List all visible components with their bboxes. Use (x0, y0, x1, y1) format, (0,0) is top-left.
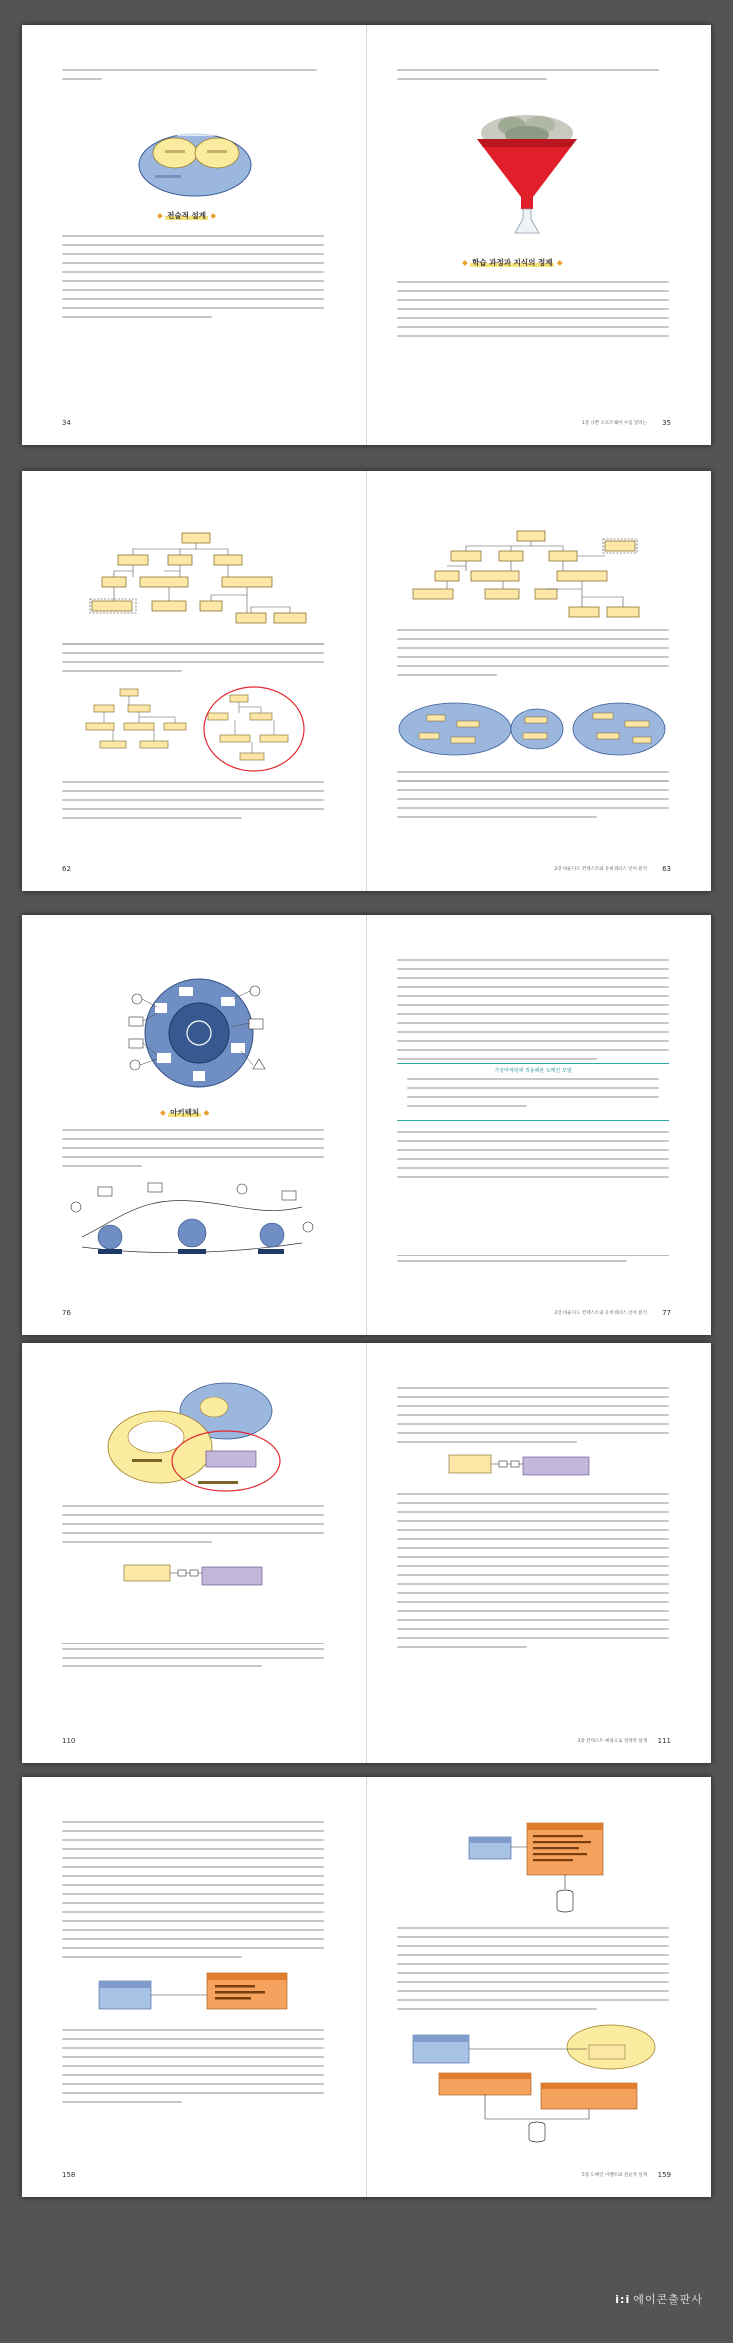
body-text (62, 2029, 324, 2110)
context-map-diagram (102, 1381, 292, 1493)
page-number: 77 (662, 1309, 671, 1317)
page-number: 110 (62, 1737, 76, 1745)
note-text (407, 1078, 659, 1114)
page-number: 35 (662, 419, 671, 427)
running-footer: 3장 컨텍스트 매핑으로 전략적 설계 (577, 1739, 647, 1744)
body-text (397, 69, 667, 87)
footnote (62, 1643, 324, 1674)
body-text (397, 281, 669, 344)
discussion-class-diagram (407, 527, 657, 623)
upstream-downstream-diagram (122, 1561, 272, 1589)
body-text (397, 1493, 669, 1655)
page-number: 62 (62, 865, 71, 873)
context-split-diagram (80, 685, 312, 775)
aggregate-event-diagram (97, 1971, 297, 2015)
body-text (62, 235, 324, 325)
context-event-flow-diagram (409, 2021, 659, 2147)
page-number: 158 (62, 2171, 76, 2179)
heading-text: 학습 과정과 지식의 정제 (472, 258, 553, 267)
page-number: 111 (657, 1737, 671, 1745)
hexagonal-architecture-diagram (127, 973, 267, 1091)
body-text (397, 771, 669, 825)
body-text (397, 959, 669, 1067)
book-spread-3 (22, 915, 711, 1335)
page-62 (22, 471, 366, 891)
page-34 (22, 25, 366, 445)
logo-mark: i:i (615, 2293, 631, 2306)
note-title: 가상마케팅에 적용해본 도메인 모델 (494, 1068, 572, 1074)
book-spread-1 (22, 25, 711, 445)
page-77 (367, 915, 711, 1335)
body-text (62, 69, 322, 87)
book-spread-2 (22, 471, 711, 891)
footnote (397, 1255, 669, 1269)
body-text (62, 1129, 324, 1174)
publisher-logo (615, 2291, 703, 2307)
body-text (397, 1927, 669, 2017)
body-text (62, 781, 324, 826)
bounded-context-diagram (137, 125, 257, 197)
page-111 (367, 1343, 711, 1763)
running-footer: 5장 도메인 이벤트와 전술적 설계 (581, 2173, 647, 2178)
page-number: 63 (662, 865, 671, 873)
body-text (62, 1821, 324, 1965)
knowledge-funnel-illustration (467, 111, 587, 241)
bounded-contexts-blue-diagram (397, 701, 669, 757)
body-text (397, 629, 669, 683)
page-number: 76 (62, 1309, 71, 1317)
page-158 (22, 1777, 366, 2197)
page-number: 34 (62, 419, 71, 427)
section-heading: ◆ 학습 과정과 지식의 정제 ◆ (462, 258, 563, 267)
heading-text: 아키텍처 (170, 1108, 200, 1117)
book-spread-4 (22, 1343, 711, 1763)
domain-class-diagram (82, 529, 312, 629)
note-box (397, 1063, 669, 1121)
customer-supplier-diagram (447, 1451, 597, 1481)
event-store-diagram (467, 1817, 607, 1915)
running-footer: 2장 바운디드 컨텍스트와 유비쿼터스 언어 분석 (554, 1311, 647, 1316)
body-text (397, 1131, 669, 1185)
page-159 (367, 1777, 711, 2197)
running-footer: 1장 나쁜 소프트웨어 수십 달러는 (581, 421, 647, 426)
book-spread-5 (22, 1777, 711, 2197)
page-number: 159 (657, 2171, 671, 2179)
section-heading: ◆ 전술적 설계 ◆ (157, 211, 217, 220)
logo-text: 에이콘출판사 (633, 2293, 703, 2306)
integration-flow-diagram (62, 1177, 324, 1261)
body-text (62, 643, 324, 679)
heading-text: 전술적 설계 (167, 211, 206, 220)
body-text (62, 1505, 324, 1550)
page-110 (22, 1343, 366, 1763)
page-63 (367, 471, 711, 891)
body-text (397, 1387, 669, 1450)
page-35 (367, 25, 711, 445)
running-footer: 2장 바운디드 컨텍스트와 유비쿼터스 언어 분석 (554, 867, 647, 872)
page-76 (22, 915, 366, 1335)
section-heading: ◆ 아키텍처 ◆ (160, 1108, 210, 1117)
